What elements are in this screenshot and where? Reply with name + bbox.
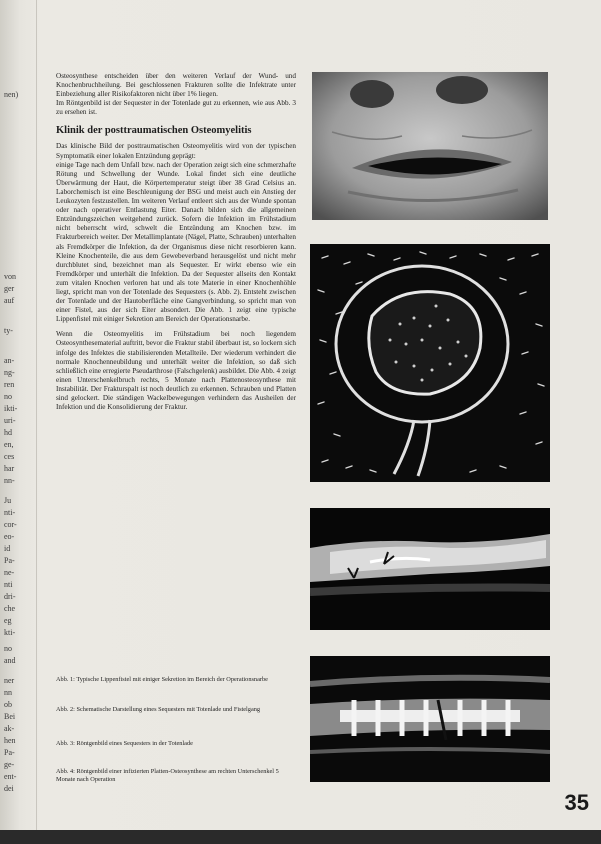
previous-page-gutter xyxy=(0,0,37,830)
margin-fragment: id xyxy=(4,544,11,553)
margin-fragment: no xyxy=(4,644,12,653)
lip-fistula-photo-image xyxy=(312,72,548,220)
page-number: 35 xyxy=(564,790,589,815)
margin-fragment: en, xyxy=(4,440,14,449)
paragraph: Das klinische Bild der posttraumatischen Osteomyelitis wird von der typischen Symptomatik einer lokalen Entzündung geprägt: xyxy=(56,142,296,160)
figure-caption-1: Abb. 1: Typische Lippenfistel mit einiger Sekretion im Bereich der Operationsnarbe xyxy=(56,676,268,683)
margin-fragment: ak- xyxy=(4,724,15,733)
margin-fragment: dri- xyxy=(4,592,16,601)
margin-fragment: ger xyxy=(4,284,15,293)
margin-fragment: har xyxy=(4,464,15,473)
sequester-schematic-drawing xyxy=(310,244,550,482)
margin-fragment: kti- xyxy=(4,628,16,637)
margin-fragment: nti- xyxy=(4,508,16,517)
sequester-xray-drawing xyxy=(310,508,550,630)
margin-fragment: Pa- xyxy=(4,748,15,757)
figure-caption-4: Abb. 4: Röntgenbild einer infizierten Platten-Osteosynthese am rechten Unterschenkel 5 Monate nach Operation xyxy=(56,768,279,783)
lip-fistula-photo xyxy=(312,72,548,220)
margin-fragment: ikti- xyxy=(4,404,18,413)
paragraph: Im Röntgenbild ist der Sequester in der Totenlade gut zu erkennen, wie aus Abb. 3 zu ersehen ist. xyxy=(56,99,296,117)
margin-fragment: dei xyxy=(4,784,14,793)
margin-fragment: ner xyxy=(4,676,15,685)
margin-fragment: cor- xyxy=(4,520,17,529)
section-heading: Klinik der posttraumatischen Osteomyelitis xyxy=(56,125,252,137)
margin-fragment: che xyxy=(4,604,16,613)
margin-fragment: ob xyxy=(4,700,12,709)
margin-fragment: ent- xyxy=(4,772,17,781)
sequester-schematic-image xyxy=(310,244,550,482)
margin-fragment: nn- xyxy=(4,476,15,485)
margin-fragment: ty- xyxy=(4,326,13,335)
article-text-column xyxy=(56,72,296,412)
figure-caption-2: Abb. 2: Schematische Darstellung eines Sequesters mit Totenlade und Fistelgang xyxy=(56,706,261,713)
margin-fragment: ces xyxy=(4,452,15,461)
margin-fragment: hen xyxy=(4,736,16,745)
figure-caption-3: Abb. 3: Röntgenbild eines Sequesters in der Totenlade xyxy=(56,740,193,747)
margin-fragment: nn xyxy=(4,688,12,697)
plate-osteosynthesis-xray-drawing xyxy=(310,656,550,782)
margin-fragment: Bei xyxy=(4,712,16,721)
margin-fragment: eg xyxy=(4,616,12,625)
margin-fragment: Ju xyxy=(4,496,12,505)
margin-fragment: no xyxy=(4,392,12,401)
paragraph: Osteosynthese entscheiden über den weiteren Verlauf der Wund- und Knochenbruchheilung. Bei geschlossenen Frakturen sollte die Infektrate unter Einbeziehung aller Risikofaktoren nicht über 1% liegen. xyxy=(56,72,296,99)
margin-fragment: nti xyxy=(4,580,13,589)
margin-fragment: von xyxy=(4,272,16,281)
margin-fragment: auf xyxy=(4,296,15,305)
sequester-xray-image xyxy=(310,508,550,630)
paragraph: Wenn die Osteomyelitis im Frühstadium bei noch liegendem Osteosynthesematerial auftritt, bevor die Fraktur stabil überbaut ist, so lockern sich infolge des Infektes die stabilisierenden Metallteile. Der wiederum verhindert die normale Knochenneubildung und unterhält weiter die Infektion, so daß sich schließlich eine erregierte Pseudarthrose (Falschgelenk) ausbildet. Die Abb. 4 zeigt einen Unterschenkelbruch rechts, 5 Monate nach Plattenosteosynthese mit Instabilität. Der Frakturspalt ist noch deutlich zu erkennen. Schrauben und Platten sind gelockert. Die ständigen Wackelbewegungen verhindern das Ausheilen der Infektion und die Konsolidierung der Fraktur. xyxy=(56,330,296,412)
margin-fragment: eo- xyxy=(4,532,15,541)
margin-fragment: nen) xyxy=(4,90,19,99)
margin-fragment: ng- xyxy=(4,368,15,377)
margin-fragment: and xyxy=(4,656,16,665)
margin-fragment: an- xyxy=(4,356,15,365)
margin-fragment: ren xyxy=(4,380,15,389)
plate-osteosynthesis-xray-image xyxy=(310,656,550,782)
margin-fragment: ge- xyxy=(4,760,15,769)
margin-fragment: uri- xyxy=(4,416,16,425)
margin-fragment: hd xyxy=(4,428,12,437)
paragraph: einige Tage nach dem Unfall bzw. nach der Operation zeigt sich eine schmerzhafte Rötung und Schwellung der Wunde. Lokal findet sich eine deutliche Überwärmung der Haut, die Körpertemperatur steigt über 38 Grad Celsius an. Laborchemisch ist eine Beschleunigung der BSG und meist auch ein Anstieg der Leukozyten festzustellen. Im weiteren Verlauf entleert sich aus der Wunde spontan oder nach operativer Entlastung Eiter. Danach bilden sich die allgemeinen Entzündungszeichen weitgehend zurück. Sofern die Infektion im Frühstadium nicht beherrscht wird, schwelt die Entzündung am Knochen bzw. im Frakturbereich weiter. Der Metallimplantate (Nägel, Platte, Schrauben) unterhalten als Fremdkörper die Infektion, da der Organismus diese nicht resorbieren kann. Kleine Knochenteile, die aus dem Gewebeverband herausgelöst und nicht mehr durchblutet sind, bezeichnet man als Sequester. Er wirkt ebenso wie ein Fremdkörper und unterhält die Infektion. Da der Sequester allseits den Kontakt zum vitalen Knochen verloren hat und als tote Materie in einer Knochenhöhle liegt, spricht man von der Totenlade des Sequesters (s. Abb. 2). Entsteht zwischen der Totenlade und der Hautoberfläche eine Gangverbindung, so spricht man von einer Fistel, aus der sich Eiter absondert. Die Abb. 1 zeigt eine typische Lippenfistel mit einiger Sekretion am Bereich der Operationsnarbe. xyxy=(56,160,296,324)
scan-border xyxy=(0,830,601,844)
margin-fragment: ne- xyxy=(4,568,15,577)
margin-fragment: Pa- xyxy=(4,556,15,565)
